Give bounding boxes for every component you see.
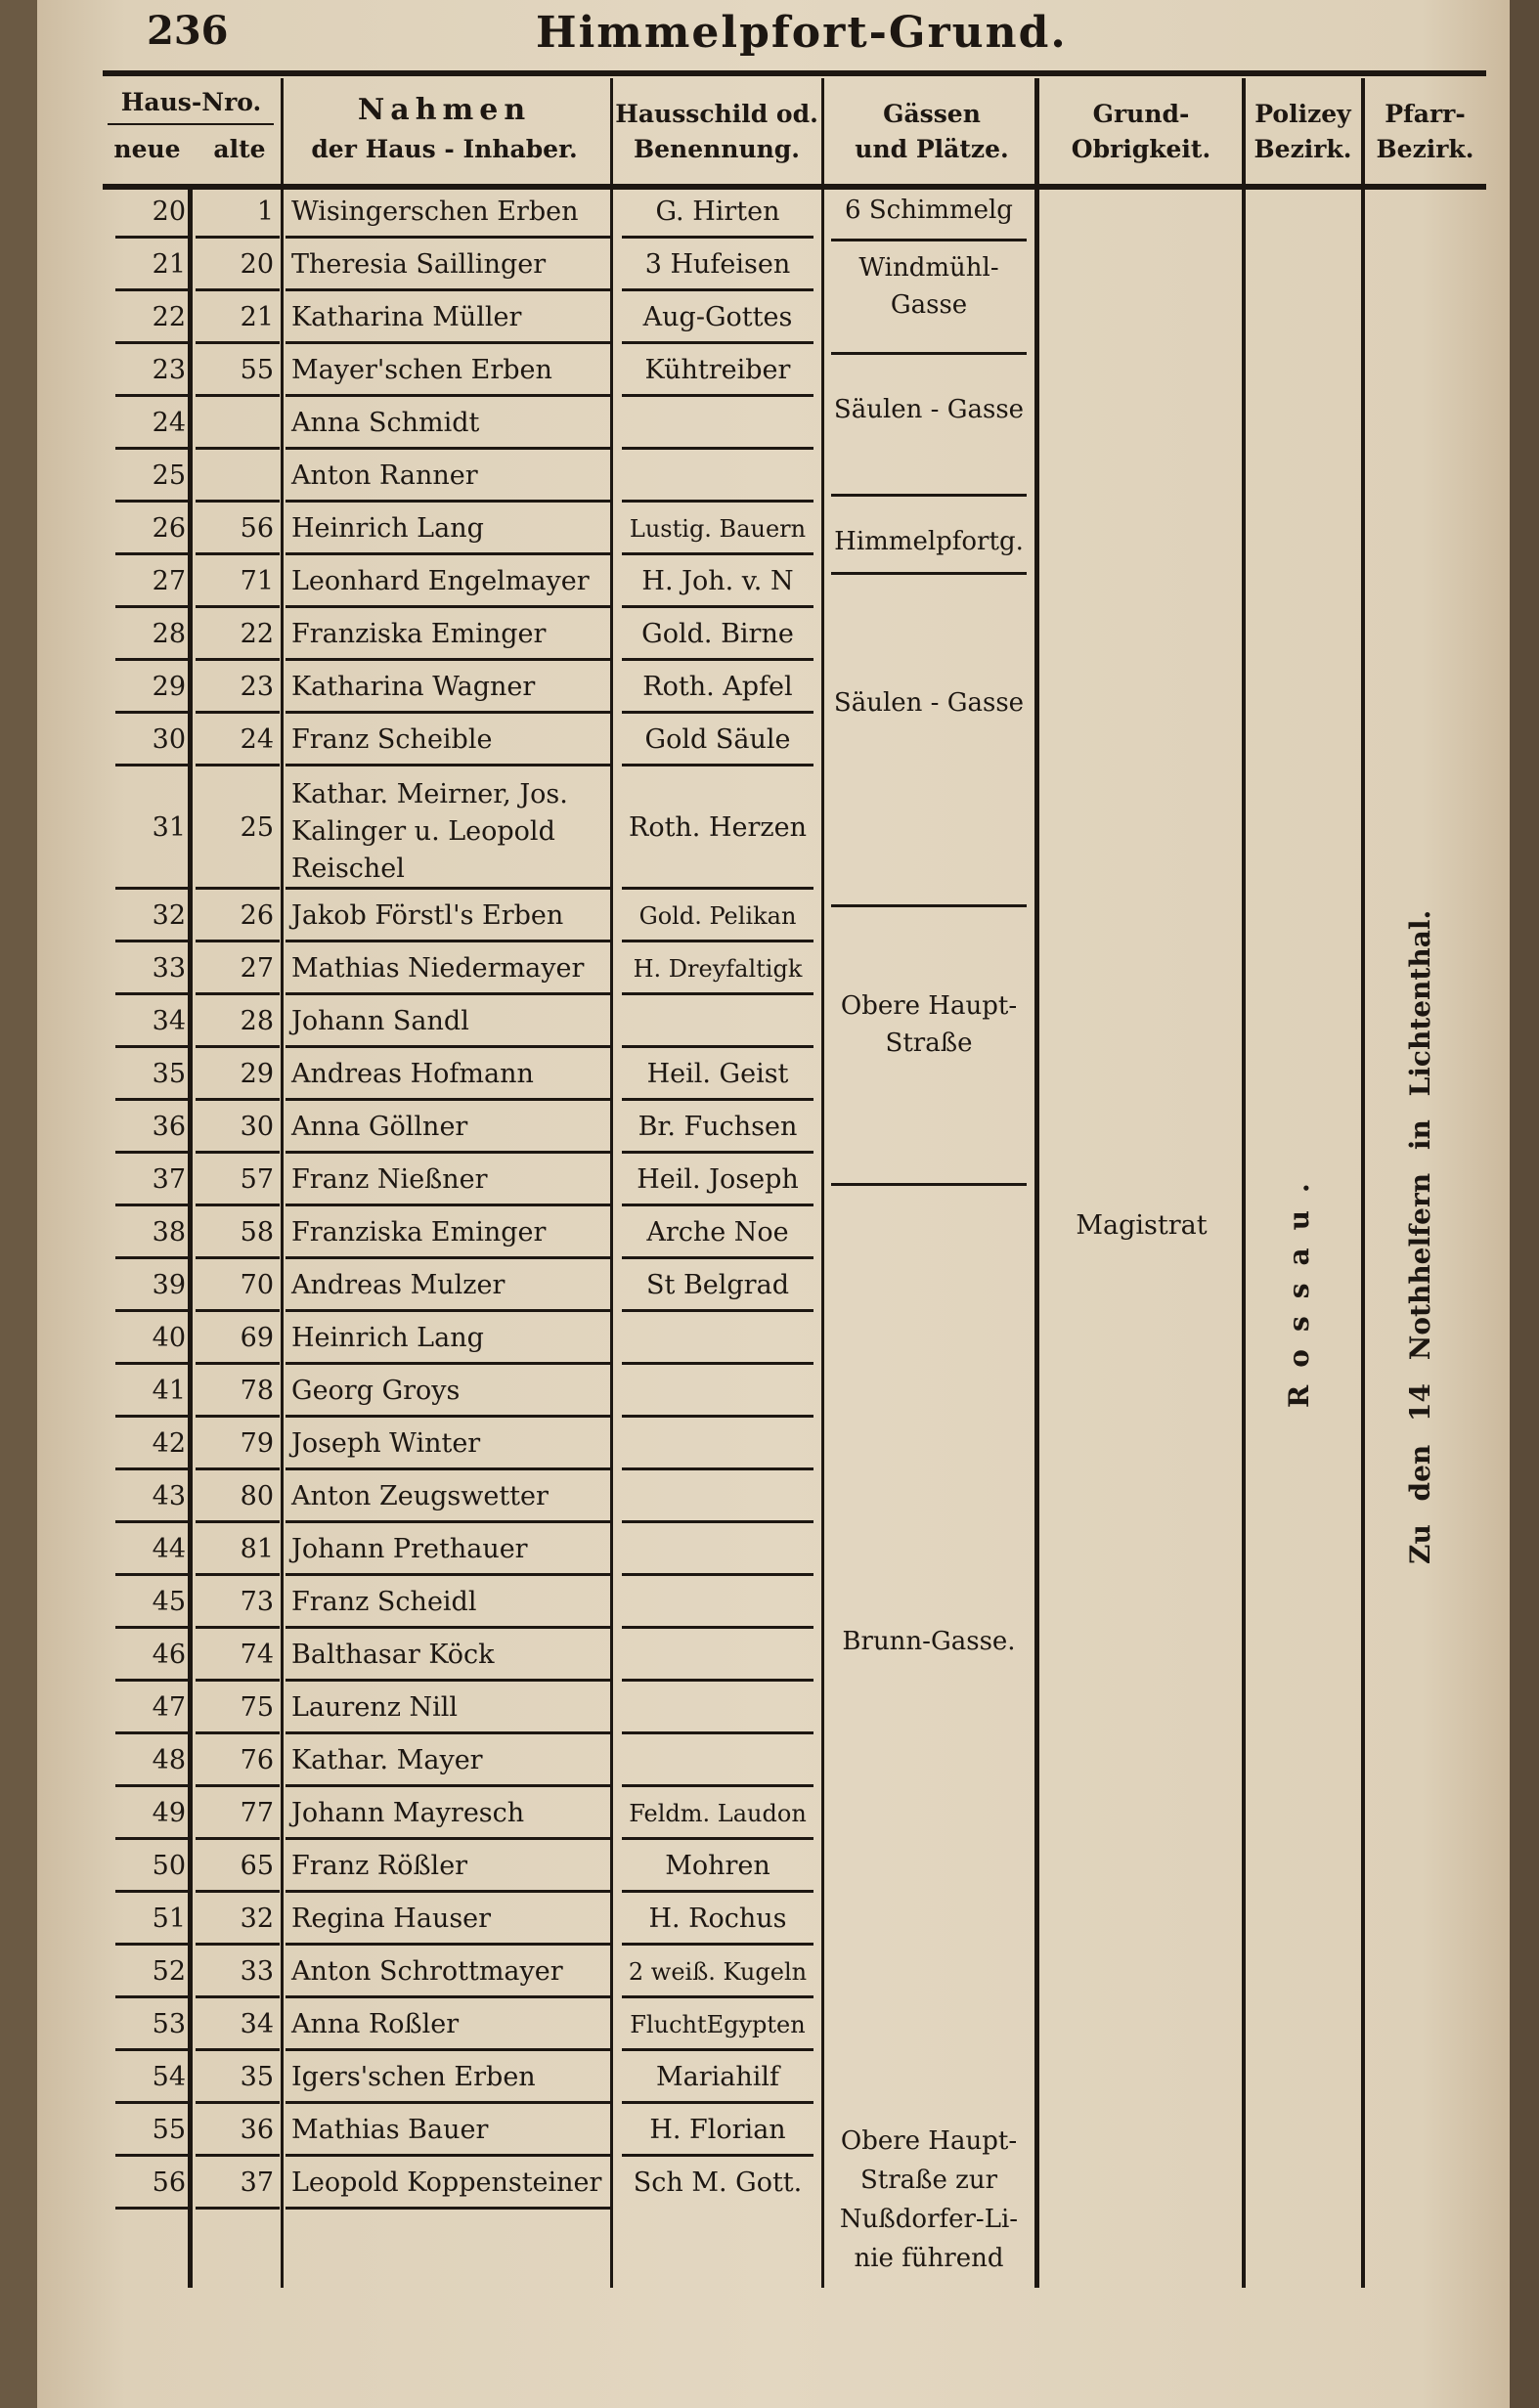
house-number-new: 28 xyxy=(152,619,186,649)
owner-name: Anna Göllner xyxy=(291,1112,468,1142)
owner-name: Franz Scheidl xyxy=(291,1587,477,1617)
table-row xyxy=(0,1523,1539,1576)
table-row xyxy=(0,2157,1539,2210)
street-label: Himmelpfortg. xyxy=(834,527,1024,556)
house-number-old: 70 xyxy=(240,1270,274,1300)
house-sign: St Belgrad xyxy=(646,1270,789,1300)
header-alte: alte xyxy=(213,135,266,163)
house-number-new: 40 xyxy=(152,1323,186,1353)
house-sign: Lustig. Bauern xyxy=(629,515,807,543)
street-rule xyxy=(831,352,1027,355)
house-number-old: 37 xyxy=(240,2167,274,2198)
street-label: Säulen - Gasse xyxy=(833,395,1025,424)
table-row xyxy=(0,766,1539,890)
table-row xyxy=(0,239,1539,291)
pfarr-bezirk: Zu den 14 Nothhelfern in Lichtenthal. xyxy=(1404,909,1436,1564)
owner-name: Mathias Bauer xyxy=(291,2115,489,2145)
owner-name: Anton Ranner xyxy=(291,460,478,491)
polizey-bezirk: Rossau. xyxy=(1283,1165,1315,1408)
header-pfarr: Pfarr- xyxy=(1385,100,1466,128)
house-number-new: 32 xyxy=(152,900,186,931)
house-number-new: 33 xyxy=(152,953,186,984)
house-sign: Br. Fuchsen xyxy=(638,1112,798,1142)
street-label: Windmühl- Gasse xyxy=(858,253,999,320)
house-sign: Feldm. Laudon xyxy=(629,1800,807,1827)
house-number-new: 49 xyxy=(152,1798,186,1828)
owner-name: Heinrich Lang xyxy=(291,513,484,544)
house-number-new: 53 xyxy=(152,2009,186,2039)
house-sign: Kühtreiber xyxy=(644,355,791,385)
house-number-old: 55 xyxy=(240,355,274,385)
owner-name: Heinrich Lang xyxy=(291,1323,484,1353)
owner-name: Jakob Förstl's Erben xyxy=(291,900,564,931)
owner-name: Mathias Niedermayer xyxy=(291,953,585,984)
owner-name: Anton Schrottmayer xyxy=(291,1956,563,1987)
header-haus-nro: Haus-Nro. xyxy=(120,88,262,116)
street-rule xyxy=(831,494,1027,497)
header-polizey: Polizey xyxy=(1254,100,1351,128)
house-number-old: 26 xyxy=(240,900,274,931)
house-sign: Roth. Herzen xyxy=(628,812,807,843)
house-number-new: 43 xyxy=(152,1481,186,1511)
house-number-old: 57 xyxy=(240,1164,274,1195)
house-number-new: 39 xyxy=(152,1270,186,1300)
table-row xyxy=(0,450,1539,503)
owner-name: Anna Schmidt xyxy=(291,408,480,438)
row-rule-neue xyxy=(115,2207,188,2210)
owner-name: Franz Rößler xyxy=(291,1851,468,1881)
house-number-old: 28 xyxy=(240,1006,274,1036)
house-number-new: 52 xyxy=(152,1956,186,1987)
owner-name: Andreas Hofmann xyxy=(291,1059,534,1089)
house-sign: Aug-Gottes xyxy=(642,302,793,332)
house-number-new: 21 xyxy=(152,249,186,280)
header-hausschild: Hausschild od. xyxy=(615,100,818,128)
owner-name: Johann Mayresch xyxy=(291,1798,525,1828)
owner-name: Balthasar Köck xyxy=(291,1640,495,1670)
table-row xyxy=(0,890,1539,942)
table-row xyxy=(0,2051,1539,2104)
house-sign: Arche Noe xyxy=(646,1217,789,1248)
table-row xyxy=(0,942,1539,995)
header-pfarr-sub: Bezirk. xyxy=(1376,135,1474,163)
header-nahmen: Nahmen xyxy=(357,93,532,127)
table-row xyxy=(0,186,1539,239)
street-rule xyxy=(831,572,1027,575)
house-sign: H. Joh. v. N xyxy=(641,566,794,596)
street-label: Brunn-Gasse. xyxy=(842,1627,1016,1656)
page-number: 236 xyxy=(147,8,229,54)
house-sign: FluchtEgypten xyxy=(630,2011,806,2038)
house-number-new: 36 xyxy=(152,1112,186,1142)
house-number-old: 71 xyxy=(240,566,274,596)
house-number-new: 38 xyxy=(152,1217,186,1248)
house-sign: G. Hirten xyxy=(655,197,780,227)
house-sign: Heil. Geist xyxy=(646,1059,789,1089)
house-number-new: 23 xyxy=(152,355,186,385)
house-sign: Gold Säule xyxy=(644,724,791,755)
house-number-old: 29 xyxy=(240,1059,274,1089)
house-number-old: 23 xyxy=(240,672,274,702)
house-number-old: 25 xyxy=(240,812,274,843)
house-sign: Sch M. Gott. xyxy=(633,2167,803,2198)
street-rule xyxy=(831,904,1027,907)
house-number-new: 37 xyxy=(152,1164,186,1195)
house-number-new: 41 xyxy=(152,1376,186,1406)
house-sign: H. Rochus xyxy=(648,1904,787,1934)
table-row xyxy=(0,503,1539,555)
street-rule xyxy=(831,239,1027,241)
table-row xyxy=(0,1048,1539,1101)
owner-name: Kathar. Meirner, Jos. Kalinger u. Leopold Reischel xyxy=(291,779,568,884)
owner-name: Katharina Müller xyxy=(291,302,522,332)
house-number-old: 75 xyxy=(240,1692,274,1723)
header-hausschild-sub: Benennung. xyxy=(633,135,800,163)
table-row xyxy=(0,344,1539,397)
house-sign: 3 Hufeisen xyxy=(644,249,791,280)
table-row xyxy=(0,1576,1539,1629)
table-row xyxy=(0,1840,1539,1893)
house-sign: Gold. Pelikan xyxy=(638,902,797,930)
house-number-new: 22 xyxy=(152,302,186,332)
header-gassen-sub: und Plätze. xyxy=(855,135,1009,163)
owner-name: Igers'schen Erben xyxy=(291,2062,536,2092)
house-sign: Mariahilf xyxy=(655,2062,780,2092)
row-rule-name xyxy=(286,2207,610,2210)
house-number-old: 32 xyxy=(240,1904,274,1934)
house-number-new: 44 xyxy=(152,1534,186,1564)
house-number-new: 48 xyxy=(152,1745,186,1775)
house-number-old: 22 xyxy=(240,619,274,649)
house-number-new: 34 xyxy=(152,1006,186,1036)
owner-name: Katharina Wagner xyxy=(291,672,536,702)
owner-name: Anna Roßler xyxy=(291,2009,460,2039)
house-number-new: 55 xyxy=(152,2115,186,2145)
table-row xyxy=(0,2104,1539,2157)
owner-name: Laurenz Nill xyxy=(291,1692,459,1723)
house-number-old: 56 xyxy=(240,513,274,544)
house-number-old: 20 xyxy=(240,249,274,280)
house-number-new: 24 xyxy=(152,408,186,438)
owner-name: Joseph Winter xyxy=(291,1428,481,1459)
owner-name: Leopold Koppensteiner xyxy=(291,2167,602,2198)
header-subrule xyxy=(108,123,274,125)
house-number-old: 79 xyxy=(240,1428,274,1459)
house-number-old: 80 xyxy=(240,1481,274,1511)
house-number-new: 35 xyxy=(152,1059,186,1089)
header-neue: neue xyxy=(113,135,181,163)
house-number-new: 54 xyxy=(152,2062,186,2092)
table-row xyxy=(0,1998,1539,2051)
house-number-old: 78 xyxy=(240,1376,274,1406)
table-row xyxy=(0,1787,1539,1840)
table-row xyxy=(0,1734,1539,1787)
owner-name: Johann Prethauer xyxy=(291,1534,528,1564)
house-number-new: 26 xyxy=(152,513,186,544)
house-number-old: 69 xyxy=(240,1323,274,1353)
house-number-new: 45 xyxy=(152,1587,186,1617)
table-row xyxy=(0,1470,1539,1523)
house-sign: Mohren xyxy=(665,1851,770,1881)
table-row xyxy=(0,714,1539,766)
owner-name: Franziska Eminger xyxy=(291,619,547,649)
house-number-old: 21 xyxy=(240,302,274,332)
house-number-old: 1 xyxy=(256,197,274,227)
owner-name: Johann Sandl xyxy=(291,1006,469,1036)
house-number-old: 81 xyxy=(240,1534,274,1564)
house-number-old: 33 xyxy=(240,1956,274,1987)
house-number-new: 30 xyxy=(152,724,186,755)
street-label: Obere Haupt- Straße xyxy=(840,991,1018,1058)
house-number-new: 51 xyxy=(152,1904,186,1934)
house-number-new: 46 xyxy=(152,1640,186,1670)
table-row xyxy=(0,995,1539,1048)
house-sign: H. Dreyfaltigk xyxy=(633,955,803,983)
street-label: Obere Haupt- Straße zur Nußdorfer-Li- nie führend xyxy=(839,2126,1019,2273)
owner-name: Regina Hauser xyxy=(291,1904,492,1934)
house-number-old: 24 xyxy=(240,724,274,755)
house-number-new: 27 xyxy=(152,566,186,596)
house-number-new: 47 xyxy=(152,1692,186,1723)
house-number-old: 35 xyxy=(240,2062,274,2092)
table-row xyxy=(0,608,1539,661)
house-number-old: 36 xyxy=(240,2115,274,2145)
house-number-new: 56 xyxy=(152,2167,186,2198)
table-row xyxy=(0,1893,1539,1946)
street-rule xyxy=(831,1183,1027,1186)
table-row xyxy=(0,291,1539,344)
house-number-old: 34 xyxy=(240,2009,274,2039)
header-nahmen-sub: der Haus - Inhaber. xyxy=(311,135,578,163)
owner-name: Theresia Saillinger xyxy=(291,249,547,280)
house-number-old: 77 xyxy=(240,1798,274,1828)
owner-name: Kathar. Mayer xyxy=(291,1745,483,1775)
house-number-old: 74 xyxy=(240,1640,274,1670)
table-row xyxy=(0,1946,1539,1998)
house-number-new: 29 xyxy=(152,672,186,702)
header-grund-sub: Obrigkeit. xyxy=(1071,135,1211,163)
owner-name: Andreas Mulzer xyxy=(291,1270,506,1300)
owner-name: Franz Nießner xyxy=(291,1164,488,1195)
house-number-old: 58 xyxy=(240,1217,274,1248)
owner-name: Franz Scheible xyxy=(291,724,493,755)
street-label: 6 Schimmelg xyxy=(845,196,1013,225)
owner-name: Anton Zeugswetter xyxy=(291,1481,549,1511)
table-row xyxy=(0,1418,1539,1470)
grund-obrigkeit: Magistrat xyxy=(1076,1210,1208,1241)
header-gassen: Gässen xyxy=(883,100,981,128)
house-number-new: 31 xyxy=(152,812,186,843)
owner-name: Georg Groys xyxy=(291,1376,461,1406)
street-label: Säulen - Gasse xyxy=(833,688,1025,718)
header-polizey-sub: Bezirk. xyxy=(1253,135,1352,163)
house-number-new: 42 xyxy=(152,1428,186,1459)
house-number-old: 27 xyxy=(240,953,274,984)
house-number-old: 73 xyxy=(240,1587,274,1617)
house-number-new: 25 xyxy=(152,460,186,491)
house-sign: Heil. Joseph xyxy=(637,1164,799,1195)
table-row xyxy=(0,397,1539,450)
table-row xyxy=(0,555,1539,608)
house-sign: Gold. Birne xyxy=(641,619,794,649)
house-sign: Roth. Apfel xyxy=(642,672,793,702)
owner-name: Wisingerschen Erben xyxy=(291,197,579,227)
top-rule xyxy=(103,70,1486,76)
house-number-new: 50 xyxy=(152,1851,186,1881)
row-rule-alte xyxy=(196,2207,280,2210)
house-number-old: 65 xyxy=(240,1851,274,1881)
owner-name: Leonhard Engelmayer xyxy=(291,566,590,596)
house-sign: 2 weiß. Kugeln xyxy=(628,1958,808,1986)
house-sign: H. Florian xyxy=(649,2115,786,2145)
table-row xyxy=(0,661,1539,714)
owner-name: Franziska Eminger xyxy=(291,1217,547,1248)
header-grund: Grund- xyxy=(1092,100,1190,128)
house-number-old: 30 xyxy=(240,1112,274,1142)
table-row xyxy=(0,1629,1539,1682)
house-number-new: 20 xyxy=(152,197,186,227)
owner-name: Mayer'schen Erben xyxy=(291,355,552,385)
table-row xyxy=(0,1682,1539,1734)
house-number-old: 76 xyxy=(240,1745,274,1775)
page-title: Himmelpfort-Grund. xyxy=(536,8,1068,58)
